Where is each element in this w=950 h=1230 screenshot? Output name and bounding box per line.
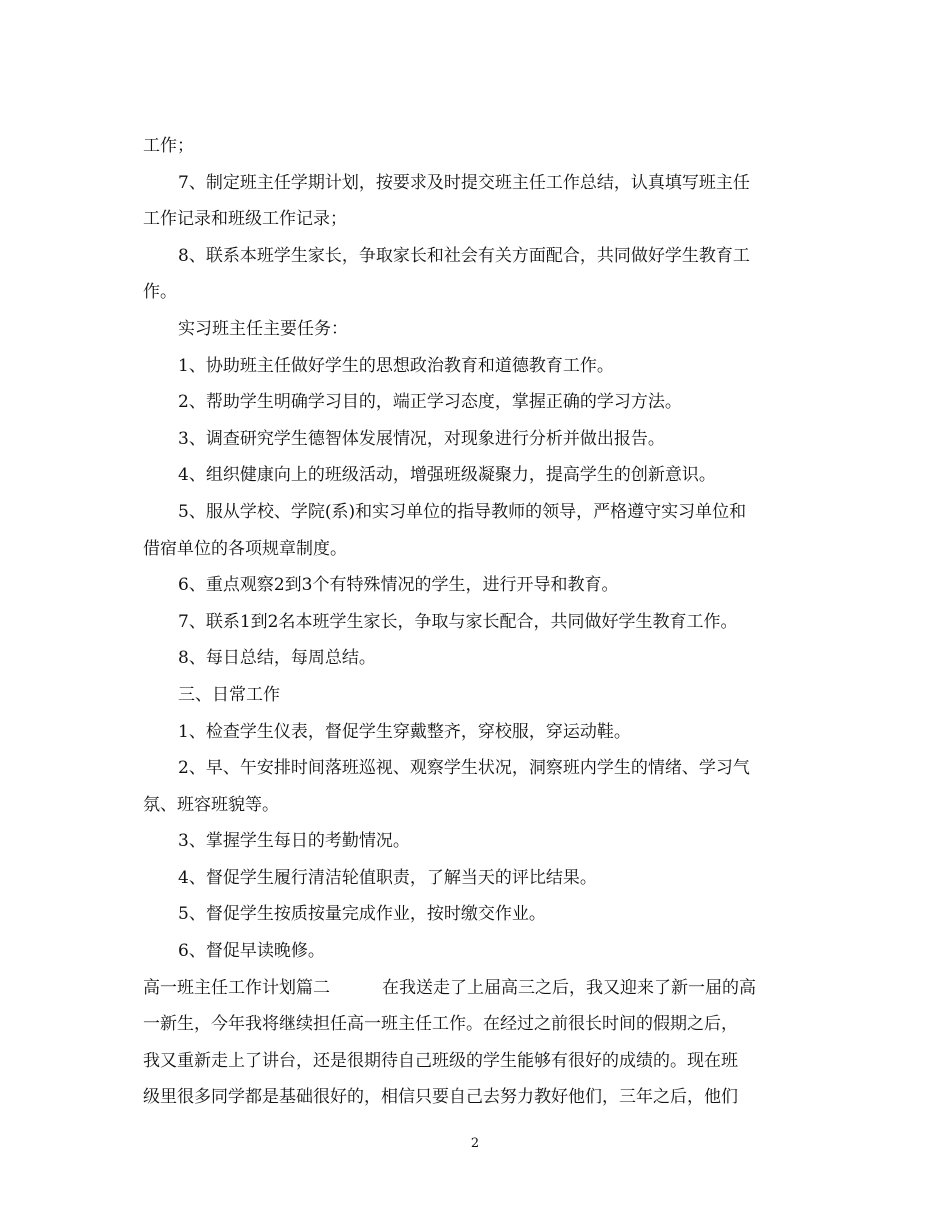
text-line: 一新生，今年我将继续担任高一班主任工作。在经过之前很长时间的假期之后， <box>143 1014 738 1035</box>
text-line: 1、检查学生仪表，督促学生穿戴整齐，穿校服，穿运动鞋。 <box>178 721 631 742</box>
section-first-line: 在我送走了上届高三之后，我又迎来了新一届的高 <box>382 977 756 998</box>
text-line: 7、联系1到2名本班学生家长，争取与家长配合，共同做好学生教育工作。 <box>178 611 738 632</box>
text-line: 氛、班容班貌等。 <box>143 794 279 815</box>
text-line: 三、日常工作 <box>178 684 280 705</box>
text-line: 借宿单位的各项规章制度。 <box>143 538 347 559</box>
text-line: 实习班主任主要任务： <box>178 318 348 339</box>
text-line: 级里很多同学都是基础很好的，相信只要自己去努力教好他们，三年之后，他们 <box>143 1087 738 1108</box>
text-line: 5、服从学校、学院(系)和实习单位的指导教师的领导，严格遵守实习单位和 <box>178 501 747 522</box>
section-heading: 高一班主任工作计划篇二 <box>143 977 330 998</box>
text-line: 4、督促学生履行清洁轮值职责，了解当天的评比结果。 <box>178 867 597 888</box>
text-line: 5、督促学生按质按量完成作业，按时缴交作业。 <box>178 904 546 925</box>
text-line: 2、早、午安排时间落班巡视、观察学生状况，洞察班内学生的情绪、学习气 <box>178 758 750 779</box>
text-line: 3、掌握学生每日的考勤情况。 <box>178 831 410 852</box>
text-line: 2、帮助学生明确学习目的，端正学习态度，掌握正确的学习方法。 <box>178 392 682 413</box>
section-heading-line <box>143 970 808 1007</box>
text-line: 作。 <box>143 282 177 303</box>
document-body <box>143 128 808 1116</box>
text-line: 4、组织健康向上的班级活动，增强班级凝聚力，提高学生的创新意识。 <box>178 465 716 486</box>
text-line: 6、督促早读晚修。 <box>178 941 325 962</box>
text-line: 1、协助班主任做好学生的思想政治教育和道德教育工作。 <box>178 355 614 376</box>
text-line: 7、制定班主任学期计划，按要求及时提交班主任工作总结，认真填写班主任 <box>178 172 750 193</box>
text-line: 工作； <box>143 136 194 156</box>
text-line: 我又重新走上了讲台，还是很期待自己班级的学生能够有很好的成绩的。现在班 <box>143 1050 738 1071</box>
page-number: 2 <box>470 1136 480 1151</box>
text-line: 8、联系本班学生家长，争取家长和社会有关方面配合，共同做好学生教育工 <box>178 245 750 266</box>
text-line: 3、调查研究学生德智体发展情况，对现象进行分析并做出报告。 <box>178 428 665 449</box>
text-line: 6、重点观察2到3个有特殊情况的学生，进行开导和教育。 <box>178 575 619 596</box>
text-line: 8、每日总结，每周总结。 <box>178 648 376 669</box>
text-line: 工作记录和班级工作记录； <box>143 209 347 230</box>
